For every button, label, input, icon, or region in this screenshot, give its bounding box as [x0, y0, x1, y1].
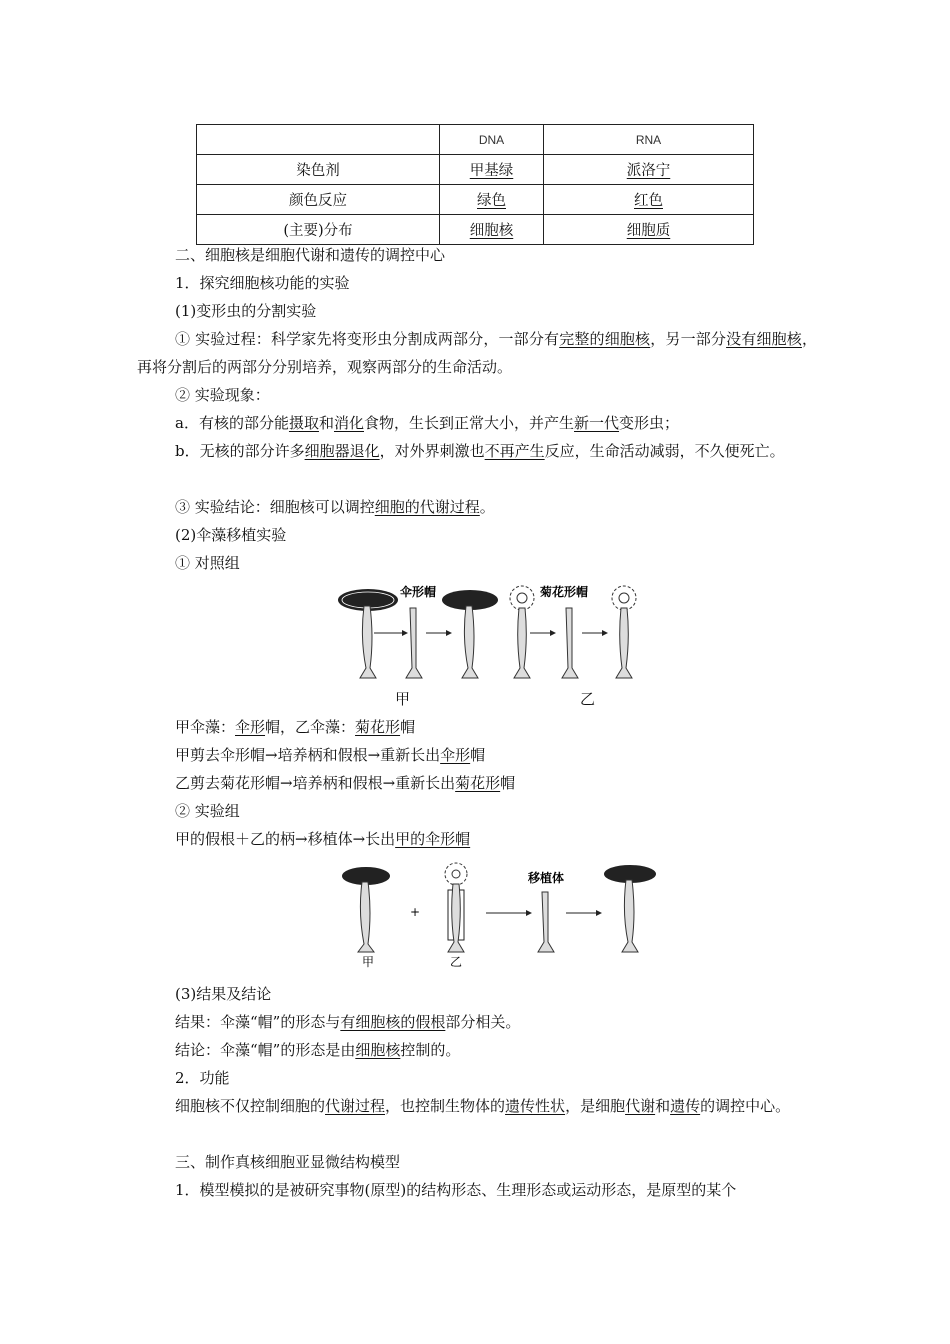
paragraph: 乙剪去菊花形帽→培养柄和假根→重新长出菊花形帽	[175, 774, 516, 792]
paragraph: 甲的假根＋乙的柄→移植体→长出甲的伞形帽	[175, 830, 471, 848]
paragraph: 结果：伞藻“帽”的形态与有细胞核的假根部分相关。	[175, 1013, 521, 1031]
umbrella-cap-alga-jia	[342, 867, 390, 952]
paragraph: 1．模型模拟的是被研究事物(原型)的结构形态、生理形态或运动形态，是原型的某个	[175, 1181, 737, 1199]
regrown-daisy-cap	[612, 586, 636, 678]
subheading: 2．功能	[175, 1069, 230, 1087]
dna-rna-table	[196, 124, 754, 245]
subheading: (2)伞藻移植实验	[175, 526, 287, 544]
cap-label: 伞形帽	[400, 585, 437, 599]
graft-label: 移植体	[528, 871, 565, 885]
table-row	[197, 125, 754, 155]
paragraph: ② 实验现象：	[175, 386, 270, 404]
daisy-cap-alga-yi	[510, 586, 534, 678]
paragraph: ③ 实验结论：细胞核可以调控细胞的代谢过程。	[175, 498, 495, 516]
paragraph: 甲伞藻：伞形帽，乙伞藻：菊花形帽	[175, 718, 416, 736]
figure-label-yi: 乙	[580, 690, 596, 708]
subheading: (3)结果及结论	[175, 985, 272, 1003]
section-heading: 二、细胞核是细胞代谢和遗传的调控中心	[175, 246, 446, 264]
paragraph: 细胞核不仅控制细胞的代谢过程，也控制生物体的遗传性状，是细胞代谢和遗传的调控中心。	[175, 1097, 791, 1115]
experimental-group-figure	[340, 858, 670, 970]
subheading: (1)变形虫的分割实验	[175, 302, 317, 320]
subheading: ① 对照组	[175, 554, 240, 572]
paragraph: a．有核的部分能摄取和消化食物，生长到正常大小，并产生新一代变形虫；	[175, 414, 680, 432]
regrown-umbrella-cap	[442, 590, 498, 678]
paragraph: 结论：伞藻“帽”的形态是由细胞核控制的。	[175, 1041, 461, 1059]
figure-label-jia: 甲	[395, 690, 411, 708]
cap-label: 菊花形帽	[540, 585, 589, 599]
subheading: ② 实验组	[175, 802, 240, 820]
table-row: 染色剂 甲基绿 派洛宁	[197, 155, 754, 185]
regrown-umbrella-cap	[604, 865, 656, 952]
table-row: (主要)分布 细胞核 细胞质	[197, 215, 754, 245]
subheading: 1．探究细胞核功能的实验	[175, 274, 350, 292]
figure-label-yi: 乙	[450, 955, 463, 969]
figure-label-jia: 甲	[362, 955, 375, 969]
header-dna: DNA	[440, 125, 544, 155]
header-rna: RNA	[544, 125, 754, 155]
control-group-figure	[330, 578, 640, 688]
paragraph: ① 实验过程：科学家先将变形虫分割成两部分，一部分有完整的细胞核，另一部分没有细胞核，再将分割后的两部分分别培养，观察两部分的生命活动。	[137, 330, 817, 376]
table-row: 颜色反应 绿色 红色	[197, 185, 754, 215]
paragraph: 甲剪去伞形帽→培养柄和假根→重新长出伞形帽	[175, 746, 486, 764]
plus-sign: +	[410, 905, 421, 919]
paragraph: b．无核的部分许多细胞器退化，对外界刺激也不再产生反应，生命活动减弱，不久便死亡。	[175, 442, 785, 460]
daisy-cap-alga-yi	[445, 863, 467, 952]
section-heading: 三、制作真核细胞亚显微结构模型	[175, 1153, 401, 1171]
